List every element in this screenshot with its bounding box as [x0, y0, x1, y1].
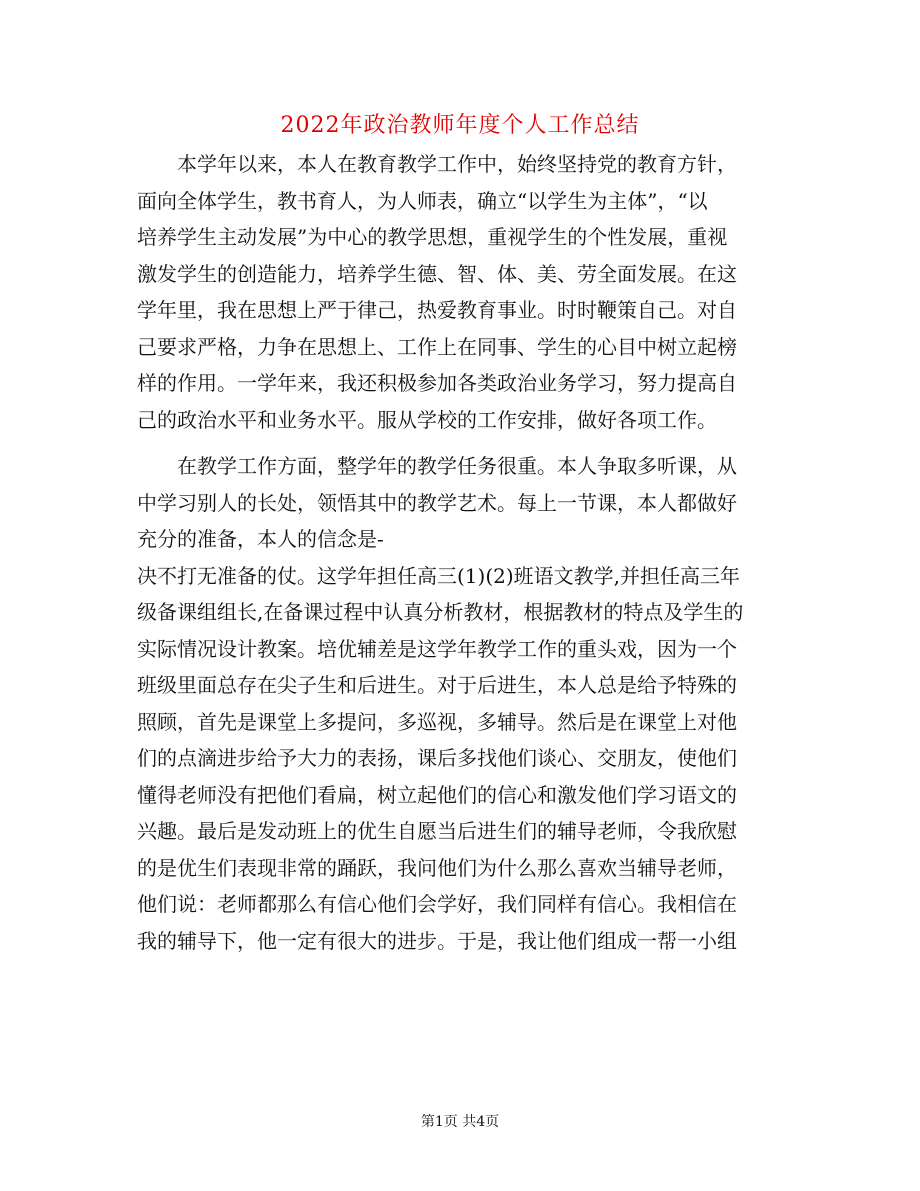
text-line: 班级里面总存在尖子生和后进生。对于后进生，本人总是给予特殊的 — [137, 673, 737, 697]
page-number-footer: 第1页 共4页 — [420, 1114, 500, 1130]
text-line: 样的作用。一学年来，我还积极参加各类政治业务学习，努力提高自 — [137, 371, 737, 395]
text-line: 的是优生们表现非常的踊跃，我问他们为什么那么喜欢当辅导老师， — [137, 855, 737, 880]
paragraph-gap — [137, 438, 783, 448]
text-line: 照顾，首先是课堂上多提问，多巡视，多辅导。然后是在课堂上对他 — [137, 709, 737, 734]
text-line: 兴趣。最后是发动班上的优生自愿当后进生们的辅导老师，令我欣慰 — [137, 819, 737, 843]
text-line: 级备课组组长,在备课过程中认真分析教材，根据教材的特点及学生的 — [137, 600, 744, 624]
paragraph-2 — [137, 448, 783, 959]
document-body — [137, 146, 783, 959]
text-line: 学年里，我在思想上严于律己，热爱教育事业。时时鞭策自己。对自 — [137, 298, 737, 322]
text-line: 己要求严格，力争在思想上、工作上在同事、学生的心目中树立起榜 — [137, 334, 737, 359]
text-line: 实际情况设计教案。培优辅差是这学年教学工作的重头戏，因为一个 — [137, 636, 737, 661]
text-line: 们的点滴进步给予大力的表扬，课后多找他们谈心、交朋友，使他们 — [137, 746, 737, 770]
text-line: 面向全体学生，教书育人，为人师表，确立“以学生为主体”，“以 — [137, 188, 708, 213]
text-line: 懂得老师没有把他们看扁，树立起他们的信心和激发他们学习语文的 — [137, 782, 737, 807]
text-line: 充分的准备，本人的信念是- — [137, 527, 384, 551]
paragraph-1 — [137, 146, 783, 438]
text-line: 中学习别人的长处，领悟其中的教学艺术。每上一节课，本人都做好 — [137, 490, 737, 515]
document-title: 2022年政治教师年度个人工作总结 — [280, 113, 640, 138]
text-line: 决不打无准备的仗。这学年担任高三(1)(2)班语文教学,并担任高三年 — [137, 563, 741, 588]
text-line: 我的辅导下，他一定有很大的进步。于是，我让他们组成一帮一小组 — [137, 928, 737, 953]
text-line: 本学年以来，本人在教育教学工作中，始终坚持党的教育方针， — [137, 152, 737, 176]
text-line: 激发学生的创造能力，培养学生德、智、体、美、劳全面发展。在这 — [137, 261, 737, 286]
text-line: 己的政治水平和业务水平。服从学校的工作安排，做好各项工作。 — [137, 407, 717, 432]
text-line: 他们说：老师都那么有信心他们会学好，我们同样有信心。我相信在 — [137, 892, 737, 916]
text-line: 培养学生主动发展”为中心的教学思想，重视学生的个性发展，重视 — [137, 225, 728, 249]
text-line: 在教学工作方面，整学年的教学任务很重。本人争取多听课，从 — [137, 454, 737, 478]
